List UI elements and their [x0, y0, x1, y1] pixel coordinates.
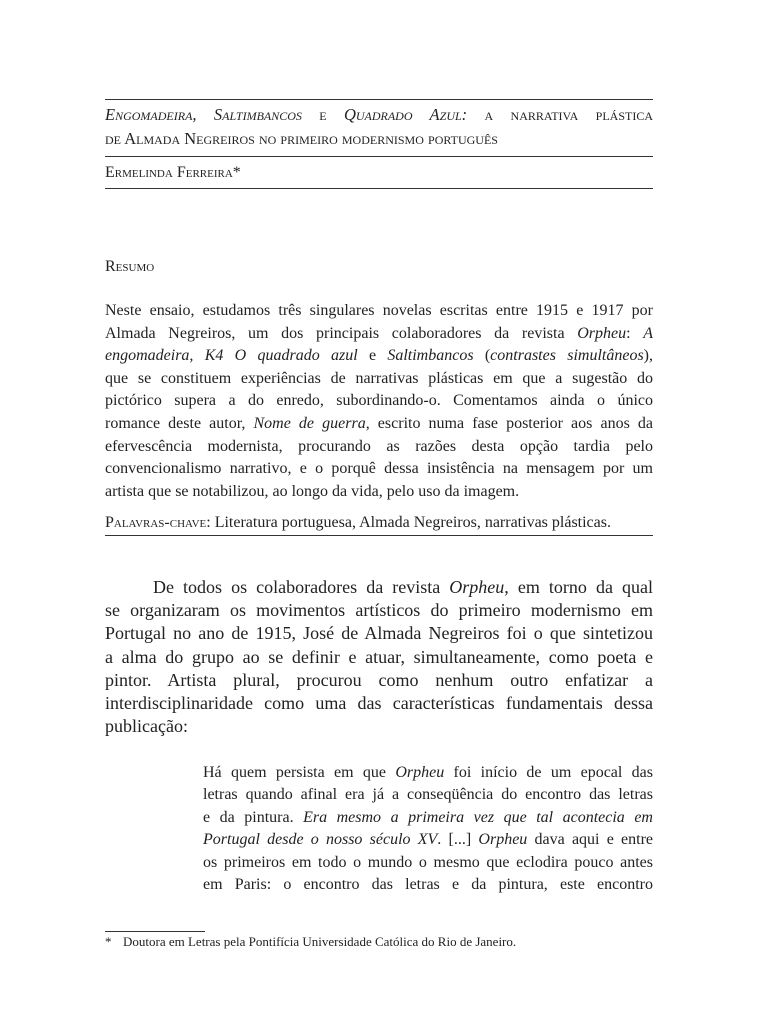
quote-line: os primeiros em todo o mundo o mesmo que eclodira pouco antes — [203, 853, 653, 871]
keywords-text: Literatura portuguesa, Almada Negreiros, narrativas plásticas. — [210, 514, 611, 531]
abstract-line — [105, 323, 653, 346]
block-quote — [203, 762, 653, 896]
keywords — [105, 513, 653, 533]
abstract-line: pictórico supera a do enredo, subordinando-o. Comentamos ainda o único — [105, 392, 653, 410]
title-bottom-rule — [105, 156, 653, 157]
author-rule — [105, 188, 653, 189]
abstract-line: convencionalismo narrativo, e o porquê dessa insistência na mensagem por um — [105, 460, 653, 478]
abstract-italic: A — [643, 324, 653, 342]
quote-span: Há quem persista em que — [203, 764, 396, 781]
abstract-line — [105, 345, 653, 368]
keywords-rule — [105, 535, 653, 536]
quote-span: dava aqui e entre — [527, 831, 653, 849]
abstract-span: romance deste autor, — [105, 414, 254, 432]
quote-span: . [...] — [437, 831, 479, 849]
body-line: pintor. Artista plural, procurou como nenhum outro enfatizar a — [105, 669, 653, 690]
title-work-1: Engomadeira — [105, 105, 193, 124]
body-span: , em torno da qual — [504, 577, 653, 597]
title-line-2: de Almada Negreiros no primeiro modernismo português — [105, 129, 498, 148]
title-work-3: Quadrado Azul: — [343, 105, 468, 124]
footnote — [105, 934, 516, 950]
abstract-span: : — [626, 324, 644, 342]
quote-italic: Orpheu — [478, 831, 528, 849]
abstract-italic: Nome de guerra — [253, 414, 366, 432]
title-line-1 — [105, 103, 653, 127]
abstract-line: Neste ensaio, estudamos três singulares novelas escritas entre 1915 e 1917 por — [105, 302, 653, 319]
body-paragraph — [105, 576, 653, 738]
title-work-2: Saltimbancos — [213, 105, 302, 124]
abstract-italic: Saltimbancos — [387, 347, 474, 365]
abstract-span: , escrito numa fase posterior aos anos da — [365, 414, 653, 432]
abstract-line: que se constituem experiências de narrativas plásticas em que a sugestão do — [105, 369, 653, 387]
quote-italic: Portugal desde o nosso século XV — [203, 831, 438, 849]
title-sep-2: e — [301, 105, 344, 124]
body-line: Portugal no ano de 1915, José de Almada Negreiros foi o que sintetizou — [105, 623, 653, 644]
body-line — [105, 576, 653, 599]
quote-span: foi início de um epocal das — [444, 764, 653, 781]
abstract-line — [105, 413, 653, 436]
title-top-rule — [105, 99, 653, 100]
abstract-italic: engomadeira, K4 O quadrado azul — [105, 347, 358, 365]
quote-line — [203, 762, 653, 784]
abstract-span: e — [357, 347, 388, 365]
body-line: publicação: — [105, 716, 188, 737]
body-span: De todos os colaboradores da revista — [153, 577, 450, 597]
quote-italic: Era mesmo a primeira vez que tal acontecia em — [303, 808, 653, 826]
body-italic: Orpheu — [449, 577, 505, 597]
abstract-line: efervescência modernista, procurando as razões desta opção tardia pelo — [105, 437, 653, 455]
abstract-span: ), — [643, 347, 653, 365]
abstract-span: Almada Negreiros, um dos principais colaboradores da revista — [105, 324, 578, 342]
quote-line — [203, 829, 653, 851]
quote-line: em Paris: o encontro das letras e da pintura, este encontro — [203, 876, 653, 894]
abstract-line: artista que se notabilizou, ao longo da vida, pelo uso da imagem. — [105, 482, 520, 500]
body-line: a alma do grupo ao se definir e atuar, simultaneamente, como poeta e — [105, 646, 653, 667]
abstract-italic: Orpheu — [577, 324, 627, 342]
footnote-text: Doutora em Letras pela Pontifícia Universidade Católica do Rio de Janeiro. — [123, 934, 517, 949]
author-name: Ermelinda Ferreira* — [105, 164, 241, 181]
abstract-italic: contrastes simultâneos — [490, 347, 644, 365]
quote-span: e da pintura. — [203, 808, 304, 826]
quote-line — [203, 807, 653, 829]
body-line: interdisciplinaridade como uma das características fundamentais dessa — [105, 693, 653, 714]
title-sep-1: , — [192, 105, 214, 124]
body-line: se organizaram os movimentos artísticos do primeiro modernismo em — [105, 600, 653, 621]
keywords-label: Palavras-chave: — [105, 514, 211, 531]
abstract-span: ( — [473, 347, 491, 365]
article-title — [105, 103, 653, 151]
footnote-marker: * — [105, 934, 112, 949]
quote-italic: Orpheu — [395, 764, 445, 781]
footnote-rule — [105, 931, 205, 932]
abstract-text — [105, 300, 653, 503]
abstract-heading: Resumo — [105, 258, 155, 275]
title-rest: a narrativa plástica — [467, 105, 653, 124]
quote-line: letras quando afinal era já a conseqüência do encontro das letras — [203, 786, 653, 804]
